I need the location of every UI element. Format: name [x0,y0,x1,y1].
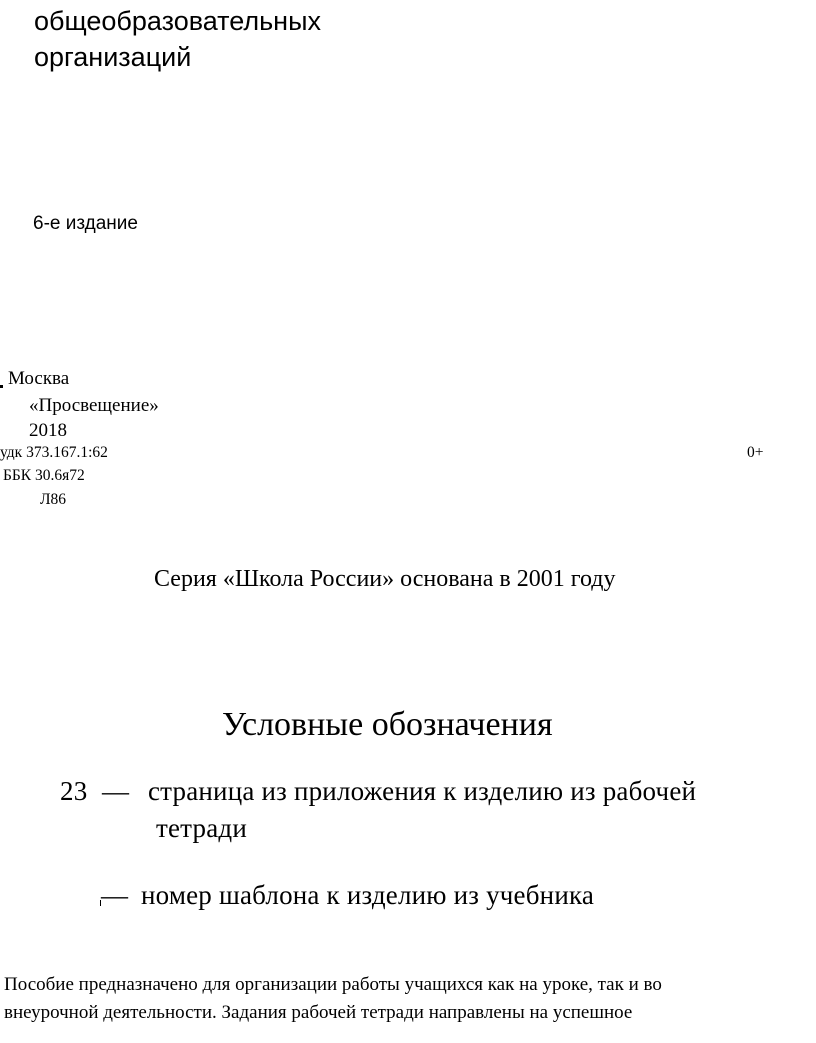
description-line-2: внеурочной деятельности. Задания рабочей тетради направлены на успешное [4,1002,633,1023]
author-mark: Л86 [40,491,67,508]
margin-mark [0,385,3,388]
legend-text-line-2: тетради [156,813,247,843]
udk-code: удк 373.167.1:62 [0,444,108,461]
edition-label: 6-е издание [33,213,138,234]
legend-text-line-1: страница из приложения к изделию из рабочей [148,776,697,806]
imprint-year: 2018 [29,420,67,441]
legend-dash-2: — [101,880,129,910]
legend-dash: — [102,776,130,806]
age-rating: 0+ [747,444,764,461]
heading-line-2: организаций [34,42,192,72]
imprint-publisher: «Просвещение» [29,395,159,416]
legend-template-text: номер шаблона к изделию из учебника [141,880,595,910]
heading-line-1: общеобразовательных [34,6,321,36]
series-note: Серия «Школа России» основана в 2001 году [154,566,616,592]
legend-number: 23 [60,776,88,806]
imprint-city: Москва [8,368,70,389]
legend-title: Условные обозначения [222,706,553,743]
bbk-code: ББК 30.6я72 [3,467,85,484]
description-line-1: Пособие предназначено для организации работы учащихся как на уроке, так и во [4,974,662,995]
